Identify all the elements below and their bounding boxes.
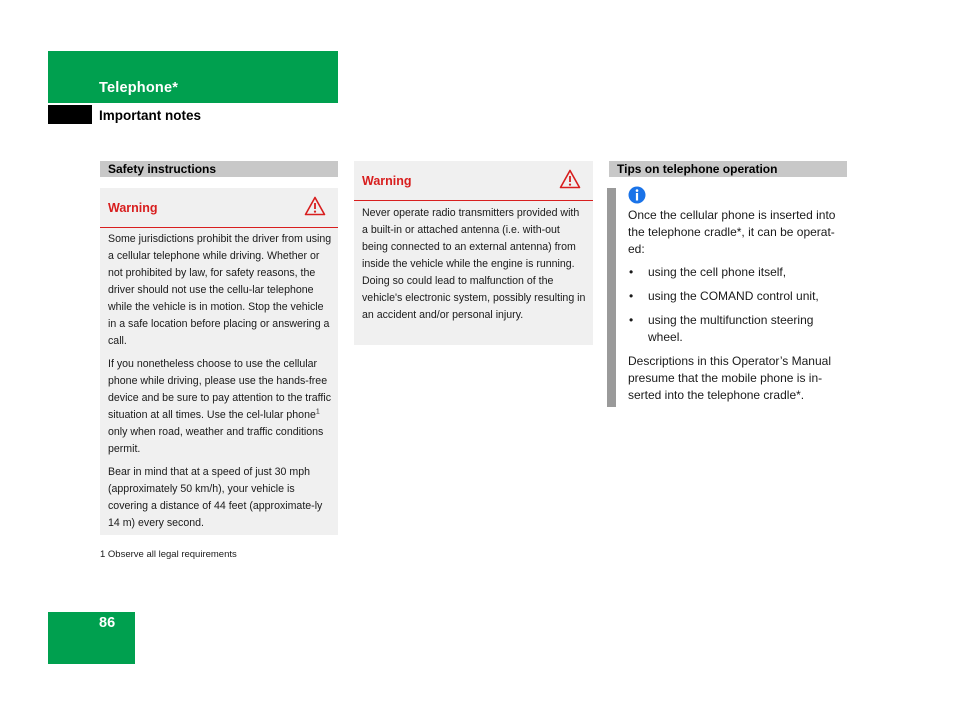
warning-body [108, 231, 332, 538]
safety-paragraph: Some jurisdictions prohibit the driver from using a cellular telephone while driving. Whether or not prohibited by law, for safety reasons, the driver should not use the cellu-lar telephone while the vehicle is in motion. Stop the vehicle in a safe location before placing or answering a call. [108, 233, 332, 347]
page-subtitle: Important notes [99, 108, 202, 123]
tips-intro: Once the cellular phone is inserted into the telephone cradle*, it can be operat-ed: [628, 208, 836, 256]
safety-paragraph: Bear in mind that at a speed of just 30 mph (approximately 50 km/h), your vehicle is covering a distance of 44 feet (approximate-ly 14 m) every second. [108, 466, 323, 529]
safety-warning-box [100, 188, 338, 535]
warning-body [362, 205, 587, 330]
radio-warning-paragraph: Never operate radio transmitters provided with a built-in or attached antenna (i.e. with-out being connected to an external antenna) from inside the vehicle while the engine is running. Doing so could lead to malfunction of the vehicle's electronic system, possibly resulting in an accident and/or personal injury. [362, 207, 586, 321]
safety-heading: Safety instructions [100, 161, 338, 177]
warning-header [100, 188, 338, 228]
tips-content [628, 207, 850, 404]
list-item: • using the cell phone itself, [628, 264, 850, 281]
page-number: 86 [99, 615, 116, 631]
subtitle-marker [48, 105, 92, 124]
section-title: Telephone* [99, 80, 179, 96]
tips-heading: Tips on telephone operation [609, 161, 847, 177]
header-band [48, 51, 338, 103]
warning-label: Warning [362, 174, 412, 188]
paragraph-text: only when road, weather and traffic conditions permit. [108, 426, 324, 455]
warning-triangle-icon [559, 169, 581, 189]
tips-list [628, 264, 850, 346]
tips-closing: Descriptions in this Operator’s Manual presume that the mobile phone is in-serted into the telephone cradle*. [628, 354, 831, 402]
safety-paragraph [108, 356, 332, 458]
footnote-ref: 1 [315, 408, 320, 416]
footnote: 1 Observe all legal requirements [100, 549, 237, 560]
list-item: • using the multifunction steering wheel. [628, 312, 850, 346]
warning-triangle-icon [304, 196, 326, 216]
page-number-box [48, 612, 135, 664]
warning-label: Warning [108, 201, 158, 215]
info-icon [628, 186, 646, 204]
warning-header [354, 161, 593, 201]
info-side-bar [607, 188, 616, 407]
paragraph-text: If you nonetheless choose to use the cellular phone while driving, please use the hands-free device and be sure to pay attention to the traffic situation at all times. Use the cel-lular phone [108, 358, 332, 421]
radio-warning-box [354, 161, 593, 345]
list-item: • using the COMAND control unit, [628, 288, 850, 305]
